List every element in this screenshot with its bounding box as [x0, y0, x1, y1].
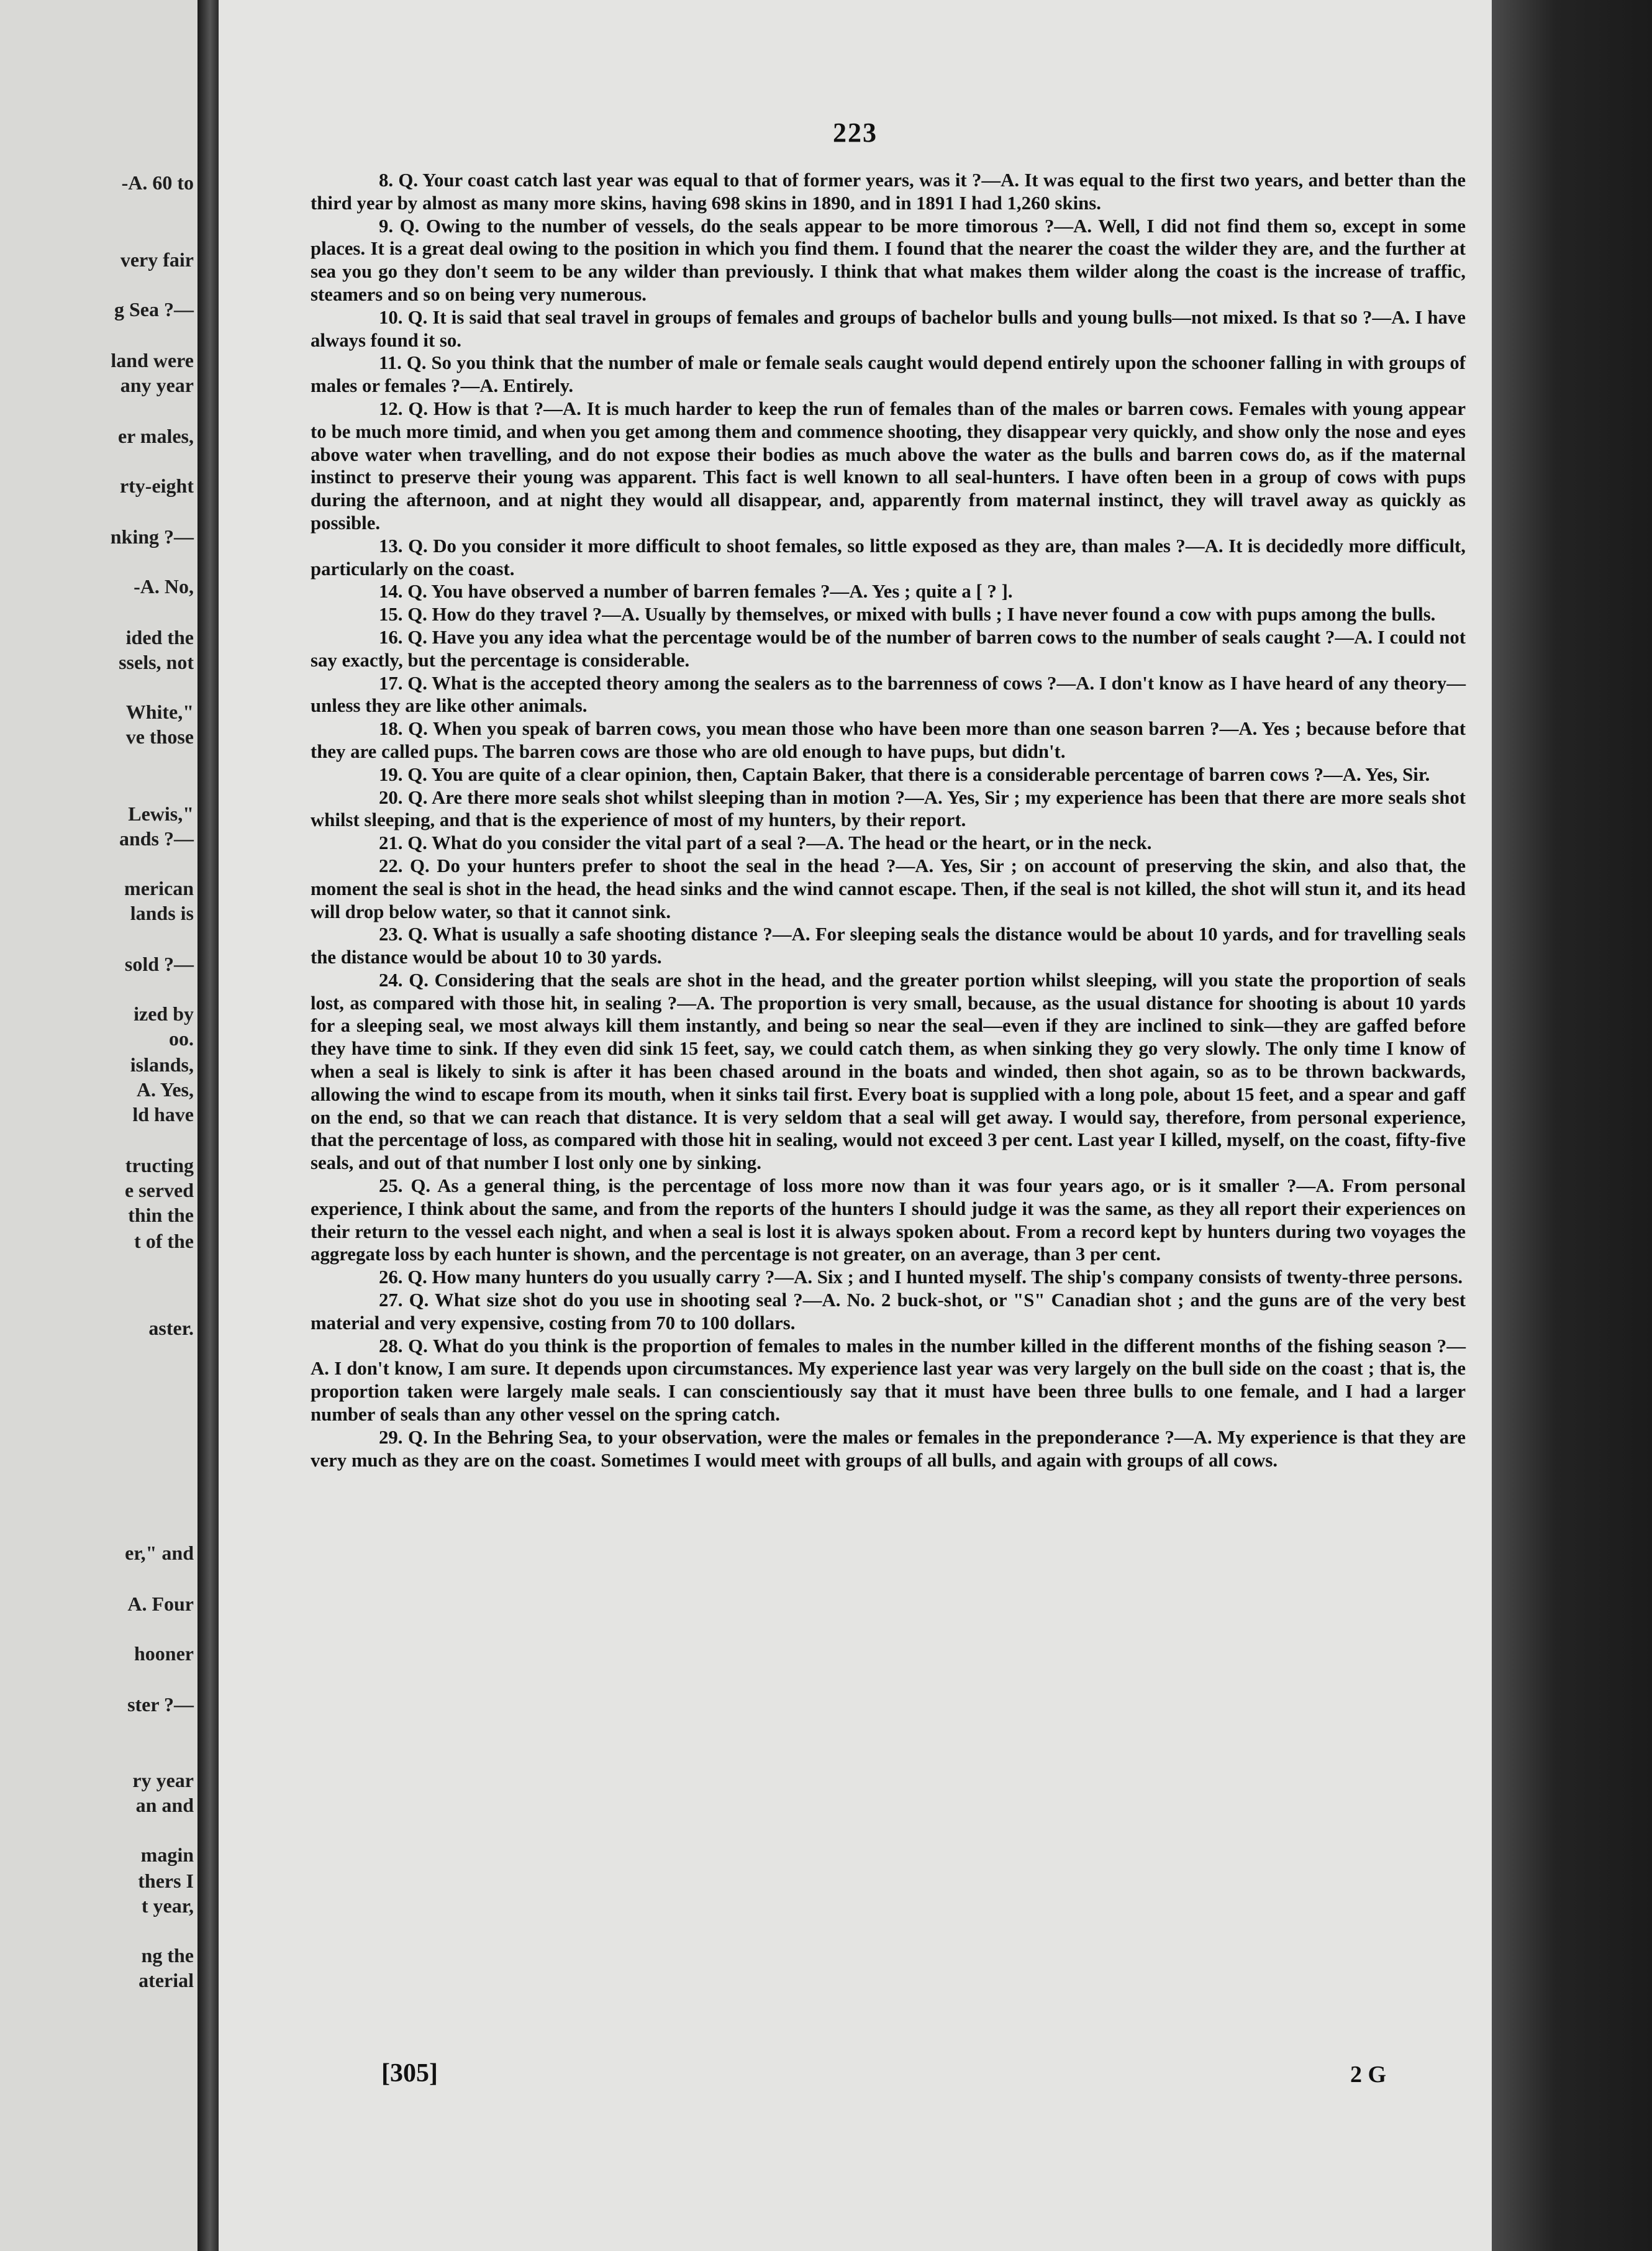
question-answer-paragraph: 19. Q. You are quite of a clear opinion, then, Captain Baker, that there is a considerable percentage of barren cows ?—A. Yes, Sir.	[379, 763, 1430, 785]
question-answer-paragraph: 14. Q. You have observed a number of barren females ?—A. Yes ; quite a [ ? ].	[379, 581, 1013, 603]
facing-page-line: ve those	[125, 725, 194, 748]
question-answer-paragraph: 8. Q. Your coast catch last year was equal to that of former years, was it ?—A. It was equal to the first two years, and better than the third year by almost as many more skins, having 698 skins in 1890, and in 1891 I had 1,260 skins.	[311, 170, 1466, 214]
facing-page-line: ld have	[132, 1103, 194, 1126]
sheet-mark: 2 G	[1350, 2062, 1386, 2088]
facing-page-line: nking ?—	[110, 525, 194, 548]
question-answer-paragraph: 10. Q. It is said that seal travel in groups of females and groups of bachelor bulls and young bulls—not mixed. Is that so ?—A. I have always found it so.	[311, 306, 1466, 351]
facing-page-line: magin	[140, 1844, 194, 1866]
facing-page-line: land were	[111, 349, 194, 371]
question-answer-paragraph: 27. Q. What size shot do you use in shooting seal ?—A. No. 2 buck-shot, or "S" Canadian shot ; and the guns are of the very best material and very expensive, costing from 70 to 100 dollars.	[311, 1289, 1466, 1334]
book-gutter	[197, 0, 219, 2251]
facing-page-line: A. Four	[127, 1593, 194, 1615]
facing-page-line: t year,	[141, 1894, 194, 1917]
facing-page-line: er males,	[117, 425, 194, 447]
facing-page-line: sold ?—	[124, 953, 194, 975]
question-answer-paragraph: 25. Q. As a general thing, is the percentage of loss more now than it was four years ago, or is it smaller ?—A. From personal experience, I think about the same, and from the reports of the hunters I should judge it was the same, as they all report their experiences on their return to the vessel each night, and when a seal is lost it is always spoken about. From a record kept by hunters during two voyages the aggregate loss by each hunter is shown, and the percentage is not greater, on an average, than 3 per cent.	[311, 1175, 1466, 1265]
facing-page-line: White,"	[125, 701, 194, 723]
question-answer-paragraph: 12. Q. How is that ?—A. It is much harder to keep the run of females than of the males or barren cows. Females with young appear to be much more timid, and when you get among them and commence shooting, they disappear very quickly, and show only the nose and eyes above water when travelling, and do not expose their bodies as much above the water as the bulls and barren cows do, as if the maternal instinct to preserve their young was apparent. This fact is well known to all seal-hunters. I have often been in a group of cows with pups during the afternoon, and at night they would all disappear, and, apparently from maternal instinct, they will travel away as quickly as possible.	[311, 398, 1466, 534]
facing-page-fragment	[0, 0, 197, 2251]
facing-page-line: thin the	[128, 1204, 194, 1226]
facing-page-line: lands is	[130, 902, 194, 924]
question-answer-paragraph: 18. Q. When you speak of barren cows, you mean those who have been more than one season barren ?—A. Yes ; because before that they are called pups. The barren cows are those who are old enough to have pups, but didn't.	[311, 718, 1466, 762]
facing-page-line: er," and	[125, 1542, 194, 1564]
page-number: 223	[833, 117, 878, 148]
question-answer-paragraph: 9. Q. Owing to the number of vessels, do the seals appear to be more timorous ?—A. Well, I did not find them so, except in some places. It is a great deal owing to the position in which you find them. I found that the nearer the coast the wilder they are, and the further at sea you go they don't seem to be any wilder than previously. I think that what makes them wilder along the coast is the increase of traffic, steamers and so on being very numerous.	[311, 215, 1466, 305]
question-answer-paragraph: 26. Q. How many hunters do you usually carry ?—A. Six ; and I hunted myself. The ship's company consists of twenty-three persons.	[379, 1266, 1463, 1288]
facing-page-line: any year	[120, 374, 194, 396]
question-answer-paragraph: 16. Q. Have you any idea what the percentage would be of the number of barren cows to the number of seals caught ?—A. I could not say exactly, but the percentage is considerable.	[311, 626, 1466, 671]
facing-page-line: tructing	[125, 1154, 194, 1176]
facing-page-line: oo.	[169, 1027, 194, 1050]
facing-page-line: Lewis,"	[128, 803, 194, 825]
facing-page-line: islands,	[130, 1053, 194, 1076]
question-answer-paragraph: 15. Q. How do they travel ?—A. Usually by themselves, or mixed with bulls ; I have never found a cow with pups among the bulls.	[379, 604, 1436, 625]
facing-page-line: aterial	[138, 1969, 194, 1991]
document-page	[219, 0, 1492, 2251]
facing-page-line: e served	[124, 1179, 194, 1201]
question-answer-paragraph: 21. Q. What do you consider the vital part of a seal ?—A. The head or the heart, or in the neck.	[379, 832, 1152, 854]
scan-background	[1492, 0, 1652, 2251]
signature-mark: [305]	[381, 2059, 438, 2088]
facing-page-line: merican	[124, 877, 194, 899]
facing-page-line: thers I	[138, 1870, 194, 1892]
facing-page-line: ng the	[141, 1944, 194, 1967]
facing-page-line: ster ?—	[127, 1693, 194, 1716]
question-answer-paragraph: 11. Q. So you think that the number of male or female seals caught would depend entirely upon the schooner falling in with groups of males or females ?—A. Entirely.	[311, 352, 1466, 397]
question-answer-paragraph: 28. Q. What do you think is the proportion of females to males in the number killed in the different months of the fishing season ?—A. I don't know, I am sure. It depends upon circumstances. My experience last year was very largely on the bull side on the coast ; that is, the proportion taken were largely male seals. I can conscientiously say that it must have been three bulls to one female, and I had a larger number of seals than any other vessel on the spring catch.	[311, 1335, 1466, 1426]
facing-page-line: very fair	[120, 248, 194, 271]
facing-page-line: ized by	[134, 1003, 194, 1025]
facing-page-line: A. Yes,	[136, 1078, 194, 1101]
question-answer-paragraph: 20. Q. Are there more seals shot whilst sleeping than in motion ?—A. Yes, Sir ; my experience has been that there are more seals shot whilst sleeping, and that is the experience of most of my hunters, by their report.	[311, 786, 1466, 831]
facing-page-line: ssels, not	[119, 651, 194, 673]
facing-page-line: aster.	[148, 1317, 194, 1339]
facing-page-line: ided the	[125, 626, 194, 648]
facing-page-line: t of the	[134, 1230, 194, 1252]
facing-page-line: ry year	[132, 1769, 194, 1791]
question-answer-paragraph: 29. Q. In the Behring Sea, to your observation, were the males or females in the preponderance ?—A. My experience is that they are very much as they are on the coast. Sometimes I would meet with groups of all bulls, and again with groups of all cows.	[311, 1426, 1466, 1471]
facing-page-line: ands ?—	[119, 827, 194, 850]
facing-page-line: an and	[135, 1794, 194, 1816]
question-answer-paragraph: 22. Q. Do your hunters prefer to shoot the seal in the head ?—A. Yes, Sir ; on account of preserving the skin, and also that, the moment the seal is shot in the head, the head sinks and the wind cannot escape. Then, if the seal is not killed, the shot will stun it, and its head will drop below water, so that it cannot sink.	[311, 855, 1466, 922]
facing-page-line: -A. 60 to	[121, 171, 194, 194]
facing-page-line: g Sea ?—	[114, 298, 194, 321]
question-answer-paragraph: 24. Q. Considering that the seals are shot in the head, and the greater portion whilst sleeping, will you state the proportion of seals lost, as compared with those hit, in sealing ?—A. The proportion is very small, because, as the usual distance for shooting is about 10 yards for a sleeping seal, we most always kill them instantly, and being so near the seal—even if they are inclined to sink—they are gaffed before they have time to sink. If they even did sink 15 feet, say, we could catch them, as when sinking they go very slowly. The only time I know of when a seal is likely to sink is after it has been chased around in the boats and winded, then shot again, so as to be thrown backwards, allowing the wind to escape from its mouth, when it sinks tail first. Every boat is supplied with a long pole, about 15 feet, and a spear and gaff on the end, so that we can reach that distance. It is very seldom that a seal will get away. I would say, therefore, from personal experience, that the percentage of loss, as compared with those hit in sealing, would not exceed 3 per cent. Last year I killed, myself, on the coast, fifty-five seals, and out of that number I lost only one by sinking.	[311, 969, 1466, 1174]
facing-page-line: rty-eight	[119, 475, 194, 497]
question-answer-paragraph: 17. Q. What is the accepted theory among the sealers as to the barrenness of cows ?—A. I don't know as I have heard of any theory—unless they are like other animals.	[311, 672, 1466, 717]
question-answer-paragraph: 23. Q. What is usually a safe shooting distance ?—A. For sleeping seals the distance would be about 10 yards, and for travelling seals the distance would be about 10 to 30 yards.	[311, 924, 1466, 968]
question-answer-paragraph: 13. Q. Do you consider it more difficult to shoot females, so little exposed as they are, than males ?—A. It is decidedly more difficult, particularly on the coast.	[311, 535, 1466, 580]
facing-page-line: -A. No,	[134, 575, 194, 598]
facing-page-line: hooner	[134, 1642, 194, 1665]
testimony-text	[311, 169, 1466, 1471]
